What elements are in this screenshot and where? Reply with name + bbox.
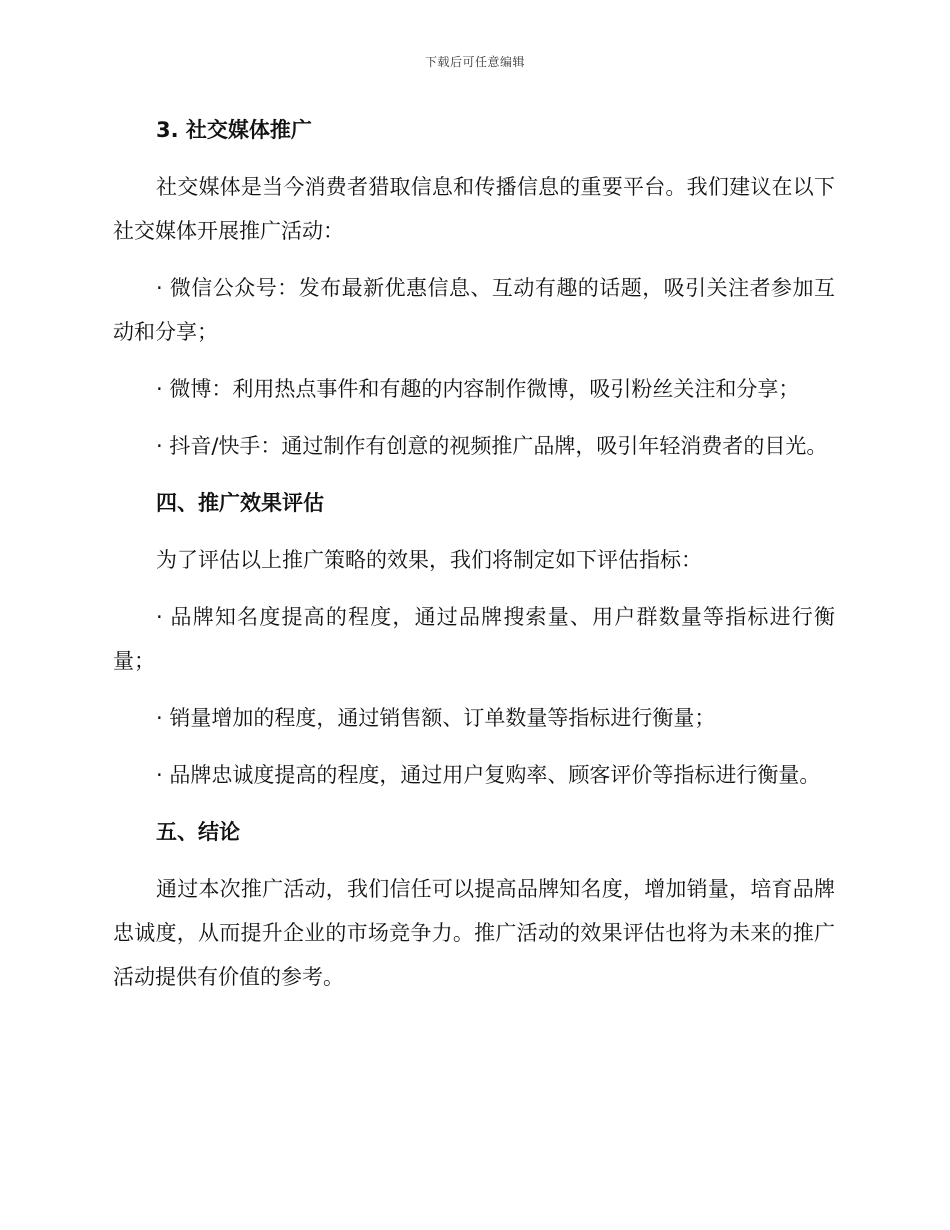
header-note: 下载后可任意编辑	[424, 55, 525, 69]
bullet-brand-loyalty: · 品牌忠诚度提高的程度，通过用户复购率、顾客评价等指标进行衡量。	[156, 763, 821, 787]
bullet-brand-awareness: · 品牌知名度提高的程度，通过品牌搜索量、用户群数量等指标进行衡量；	[113, 605, 835, 673]
bullet-weibo: · 微博：利用热点事件和有趣的内容制作微博，吸引粉丝关注和分享；	[156, 377, 800, 401]
section-heading-conclusion: 五、结论	[156, 820, 240, 844]
section-heading-evaluation: 四、推广效果评估	[156, 491, 324, 515]
document-body	[113, 108, 835, 1012]
paragraph-conclusion: 通过本次推广活动，我们信任可以提高品牌知名度，增加销量，培育品牌忠诚度，从而提升企业的市场竞争力。推广活动的效果评估也将为未来的推广活动提供有价值的参考。	[113, 877, 835, 989]
bullet-wechat: · 微信公众号：发布最新优惠信息、互动有趣的话题，吸引关注者参加互动和分享；	[113, 276, 835, 344]
paragraph-social-media-intro: 社交媒体是当今消费者猎取信息和传播信息的重要平台。我们建议在以下社交媒体开展推广活动：	[113, 175, 835, 243]
bullet-sales-increase: · 销量增加的程度，通过销售额、订单数量等指标进行衡量；	[156, 706, 716, 730]
paragraph-evaluation-intro: 为了评估以上推广策略的效果，我们将制定如下评估指标：	[156, 548, 702, 572]
section-heading-social-media: 3. 社交媒体推广	[156, 118, 312, 142]
bullet-douyin-kuaishou: · 抖音/快手：通过制作有创意的视频推广品牌，吸引年轻消费者的目光。	[156, 434, 828, 458]
